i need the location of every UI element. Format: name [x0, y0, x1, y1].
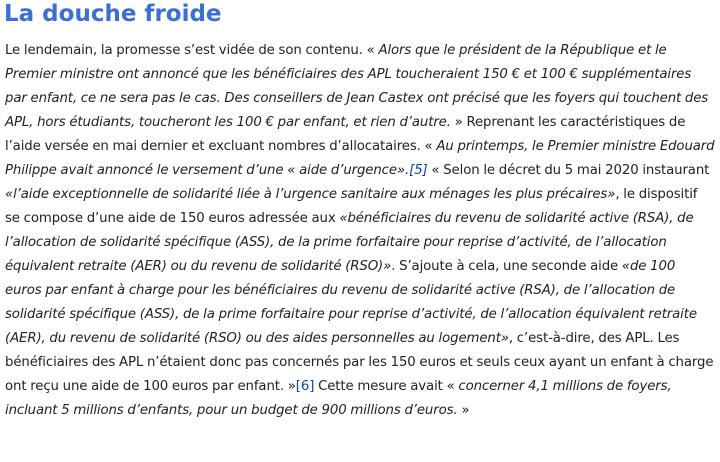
text-segment: Cette mesure avait « — [314, 379, 459, 394]
quote-segment: concerner 4,1 millions de foyers, incluant 5 millions d’enfants, pour un budget de 900 millions d’euros. — [5, 379, 672, 418]
article-paragraph — [5, 39, 715, 423]
text-segment: . S’ajoute à cela, une seconde aide — [391, 259, 622, 274]
footnote-label: [5] — [409, 163, 428, 178]
text-segment: , le dispositif se compose d’une aide de 150 euros adressée aux — [5, 187, 698, 226]
text-segment: , c’est-à-dire, des APL. Les bénéficiaires des APL n’étaient donc pas concernés par les 150 euros et seuls ceux ayant un enfant à charge ont reçu une aide de 100 euros par enfant. » — [5, 331, 714, 394]
quote-segment: Au printemps, le Premier ministre Edouard Philippe avait annoncé le versement d’une « aide d’urgence». — [5, 139, 715, 178]
quote-segment: «l’aide exceptionnelle de solidarité liée à l’urgence sanitaire aux ménages les plus précaires» — [5, 187, 616, 202]
text-segment: Le lendemain, la promesse s’est vidée de son contenu. « — [5, 43, 379, 58]
quote-segment: Alors que le président de la République et le Premier ministre ont annoncé que les bénéficiaires des APL toucheraient 150 € et 100 € supplémentaires par enfant, ce ne sera pas le cas. Des conseillers de Jean Castex ont précisé que les foyers qui touchent des APL, hors étudiants, toucheront les 100 € par enfant, et rien d’autre. — [5, 43, 709, 130]
section-heading: La douche froide — [4, 1, 222, 27]
footnote-link-5[interactable] — [409, 163, 427, 178]
text-segment: » — [457, 403, 470, 418]
text-segment: » Reprenant les caractéristiques de l’aide versée en mai dernier et excluant nombres d’allocataires. « — [5, 115, 686, 154]
quote-segment: «de 100 euros par enfant à charge pour les bénéficiaires du revenu de solidarité active (RSA), de l’allocation de solidarité spécifique (ASS), de la prime forfaitaire pour reprise d’activité, de l’allocation équivalent retraite (AER), du revenu de solidarité (RSO) ou des aides personnelles au logement» — [5, 259, 697, 346]
quote-segment: «bénéficiaires du revenu de solidarité active (RSA), de l’allocation de solidarité spécifique (ASS), de la prime forfaitaire pour reprise d’activité, de l’allocation équivalent retraite (AER) ou du revenu de solidarité (RSO)» — [5, 211, 694, 274]
footnote-link-6[interactable]: [6] — [295, 379, 315, 394]
text-segment: « Selon le décret du 5 mai 2020 instaurant — [427, 163, 710, 178]
